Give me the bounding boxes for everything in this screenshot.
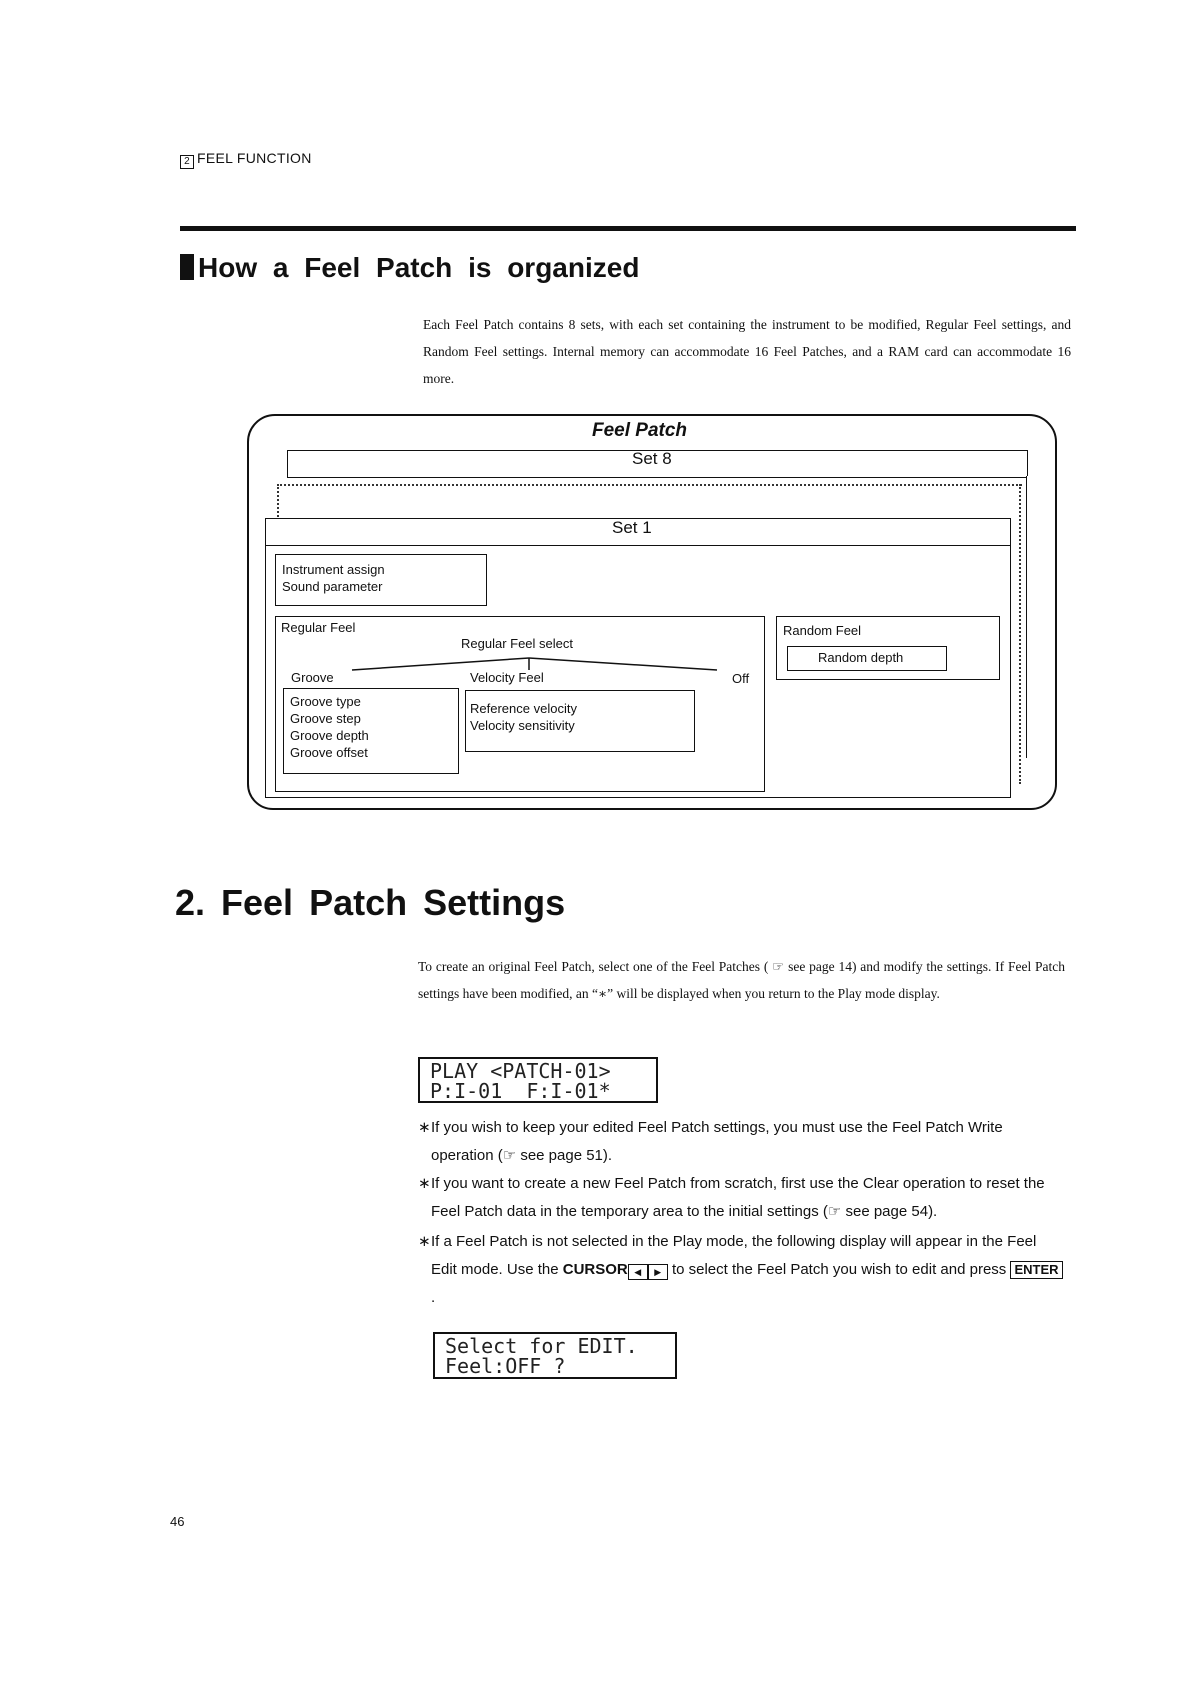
groove-step-label: Groove step [290,711,361,726]
note-select [418,1228,1066,1312]
note-select-text [418,1228,1066,1312]
note-select-text-end: . [431,1289,436,1306]
feel-patch-title: Feel Patch [592,420,688,441]
regular-feel-select-label: Regular Feel select [461,636,573,651]
lcd-play-display [418,1057,658,1103]
cursor-right-icon: ▶ [648,1264,668,1280]
groove-type-label: Groove type [290,694,361,709]
regular-feel-label: Regular Feel [281,620,356,635]
velocity-feel-label: Velocity Feel [470,670,544,685]
asterisk-icon: ∗ [418,1233,431,1250]
note-write [418,1114,1066,1170]
lcd-play-line1: PLAY <PATCH-01> [430,1059,611,1083]
section-number-box: 2 [180,155,194,169]
section-title-text: How a Feel Patch is organized [198,252,640,283]
off-label: Off [732,671,750,686]
intro-paragraph: Each Feel Patch contains 8 sets, with each set containing the instrument to be modified, Regular Feel settings, and Random Feel settings. Internal memory can accommodate 16 Feel Patches, and a RAM card can accommodate 16 more. [423,317,1071,386]
square-bullet-icon [180,254,194,280]
lcd-select-display [433,1332,677,1379]
set8-label: Set 8 [632,449,672,468]
section-name: FEEL FUNCTION [197,150,312,166]
lcd-select-line1: Select for EDIT. [445,1334,638,1358]
cursor-left-icon: ◀ [628,1264,648,1280]
asterisk-icon: ∗ [418,1175,431,1192]
header-rule [180,226,1076,231]
groove-depth-label: Groove depth [290,728,369,743]
enter-key-label: ENTER [1010,1261,1062,1279]
reference-velocity-label: Reference velocity [470,701,577,716]
set1-label: Set 1 [612,518,652,537]
settings-title: 2. Feel Patch Settings [175,882,566,923]
asterisk-icon: ∗ [418,1119,431,1136]
random-feel-label: Random Feel [783,623,862,638]
lcd-play-line2: P:I-01 F:I-01* [430,1079,611,1103]
running-header [180,150,312,169]
cursor-key-label: CURSOR [562,1261,628,1278]
note-select-text-b: to select the Feel Patch you wish to edit and press [671,1261,1007,1278]
random-depth-label: Random depth [818,650,904,665]
note-clear-text: If you want to create a new Feel Patch from scratch, first use the Clear operation to reset the Feel Patch data in the temporary area to the initial settings (☞ see page 54). [431,1175,1045,1220]
groove-offset-label: Groove offset [290,745,368,760]
feel-patch-diagram [247,414,1057,810]
sound-parameter-label: Sound parameter [282,579,383,594]
section-title [180,252,639,284]
note-clear [418,1170,1066,1226]
lcd-select-line2: Feel:OFF ? [445,1354,566,1378]
page-number: 46 [170,1514,185,1529]
note-select-text-a: If a Feel Patch is not selected in the Play mode, the following display will appear in the Feel Edit mode. Use the [431,1233,1037,1278]
note-write-text: If you wish to keep your edited Feel Patch settings, you must use the Feel Patch Write operation (☞ see page 51). [431,1119,1003,1164]
groove-label: Groove [291,670,334,685]
instrument-assign-label: Instrument assign [282,562,385,577]
settings-paragraph: To create an original Feel Patch, select one of the Feel Patches ( ☞ see page 14) and modify the settings. If Feel Patch settings have been modified, an “∗” will be displayed when you return to the Play mode display. [418,959,1065,1001]
velocity-sensitivity-label: Velocity sensitivity [470,718,575,733]
